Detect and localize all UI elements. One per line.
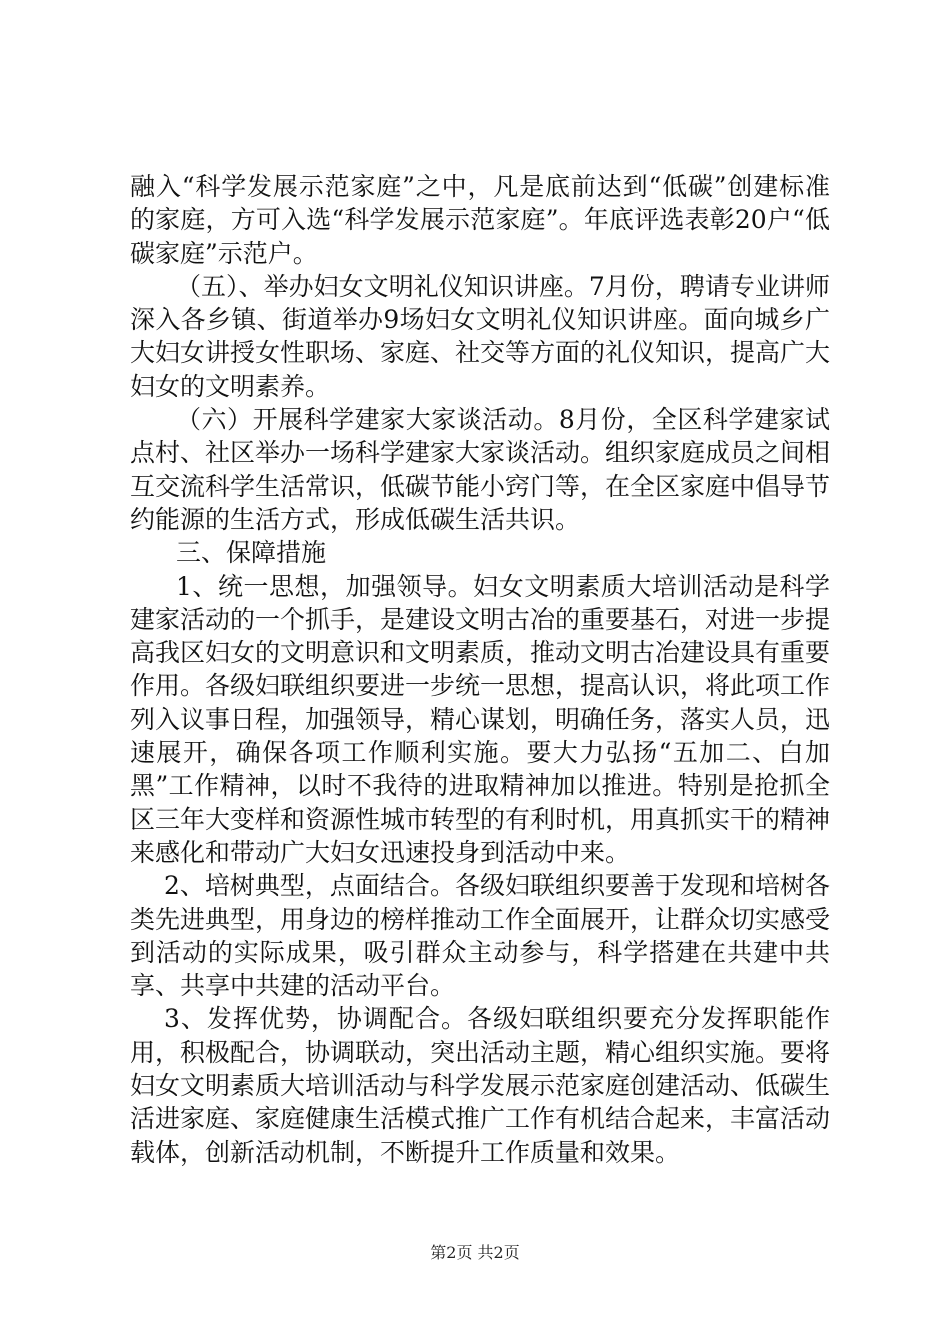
section-heading-safeguards: 三、保障措施: [176, 538, 327, 568]
document-body: [130, 170, 830, 1169]
paragraph-measure-one: 1、统一思想，加强领导。妇女文明素质大培训活动是科学建家活动的一个抓手，是建设文明古冶的重要基石，对进一步提高我区妇女的文明意识和文明素质，推动文明古冶建设具有重要作用。各级妇联组织要进一步统一思想，提高认识，将此项工作列入议事日程，加强领导，精心谋划，明确任务，落实人员，迅速展开，确保各项工作顺利实施。要大力弘扬“五加二、白加黑”工作精神，以时不我待的进取精神加以推进。特别是抢抓全区三年大变样和资源性城市转型的有利时机，用真抓实干的精神来感化和带动广大妇女迅速投身到活动中来。: [130, 571, 831, 867]
paragraph-item-six: （六）开展科学建家大家谈活动。8月份，全区科学建家试点村、社区举办一场科学建家大家谈活动。组织家庭成员之间相互交流科学生活常识，低碳节能小窍门等，在全区家庭中倡导节约能源的生活方式，形成低碳生活共识。: [130, 405, 831, 534]
paragraph-measure-three: 3、发挥优势，协调配合。各级妇联组织要充分发挥职能作用，积极配合，协调联动，突出活动主题，精心组织实施。要将妇女文明素质大培训活动与科学发展示范家庭创建活动、低碳生活进家庭、家庭健康生活模式推广工作有机结合起来，丰富活动载体，创新活动机制，不断提升工作质量和效果。: [130, 1004, 831, 1167]
page-footer: 第2页 共2页: [430, 1243, 520, 1262]
paragraph-measure-two: 2、培树典型，点面结合。各级妇联组织要善于发现和培树各类先进典型，用身边的榜样推动工作全面展开，让群众切实感受到活动的实际成果，吸引群众主动参与，科学搭建在共建中共享、共享中共建的活动平台。: [130, 871, 831, 1001]
paragraph-continuation: 融入“科学发展示范家庭”之中，凡是底前达到“低碳”创建标准的家庭，方可入选“科学发展示范家庭”。年底评选表彰20户“低碳家庭”示范户。: [130, 172, 830, 268]
paragraph-item-five: （五）、举办妇女文明礼仪知识讲座。7月份，聘请专业讲师深入各乡镇、街道举办9场妇女文明礼仪知识讲座。面向城乡广大妇女讲授女性职场、家庭、社交等方面的礼仪知识，提高广大妇女的文明素养。: [130, 271, 831, 401]
